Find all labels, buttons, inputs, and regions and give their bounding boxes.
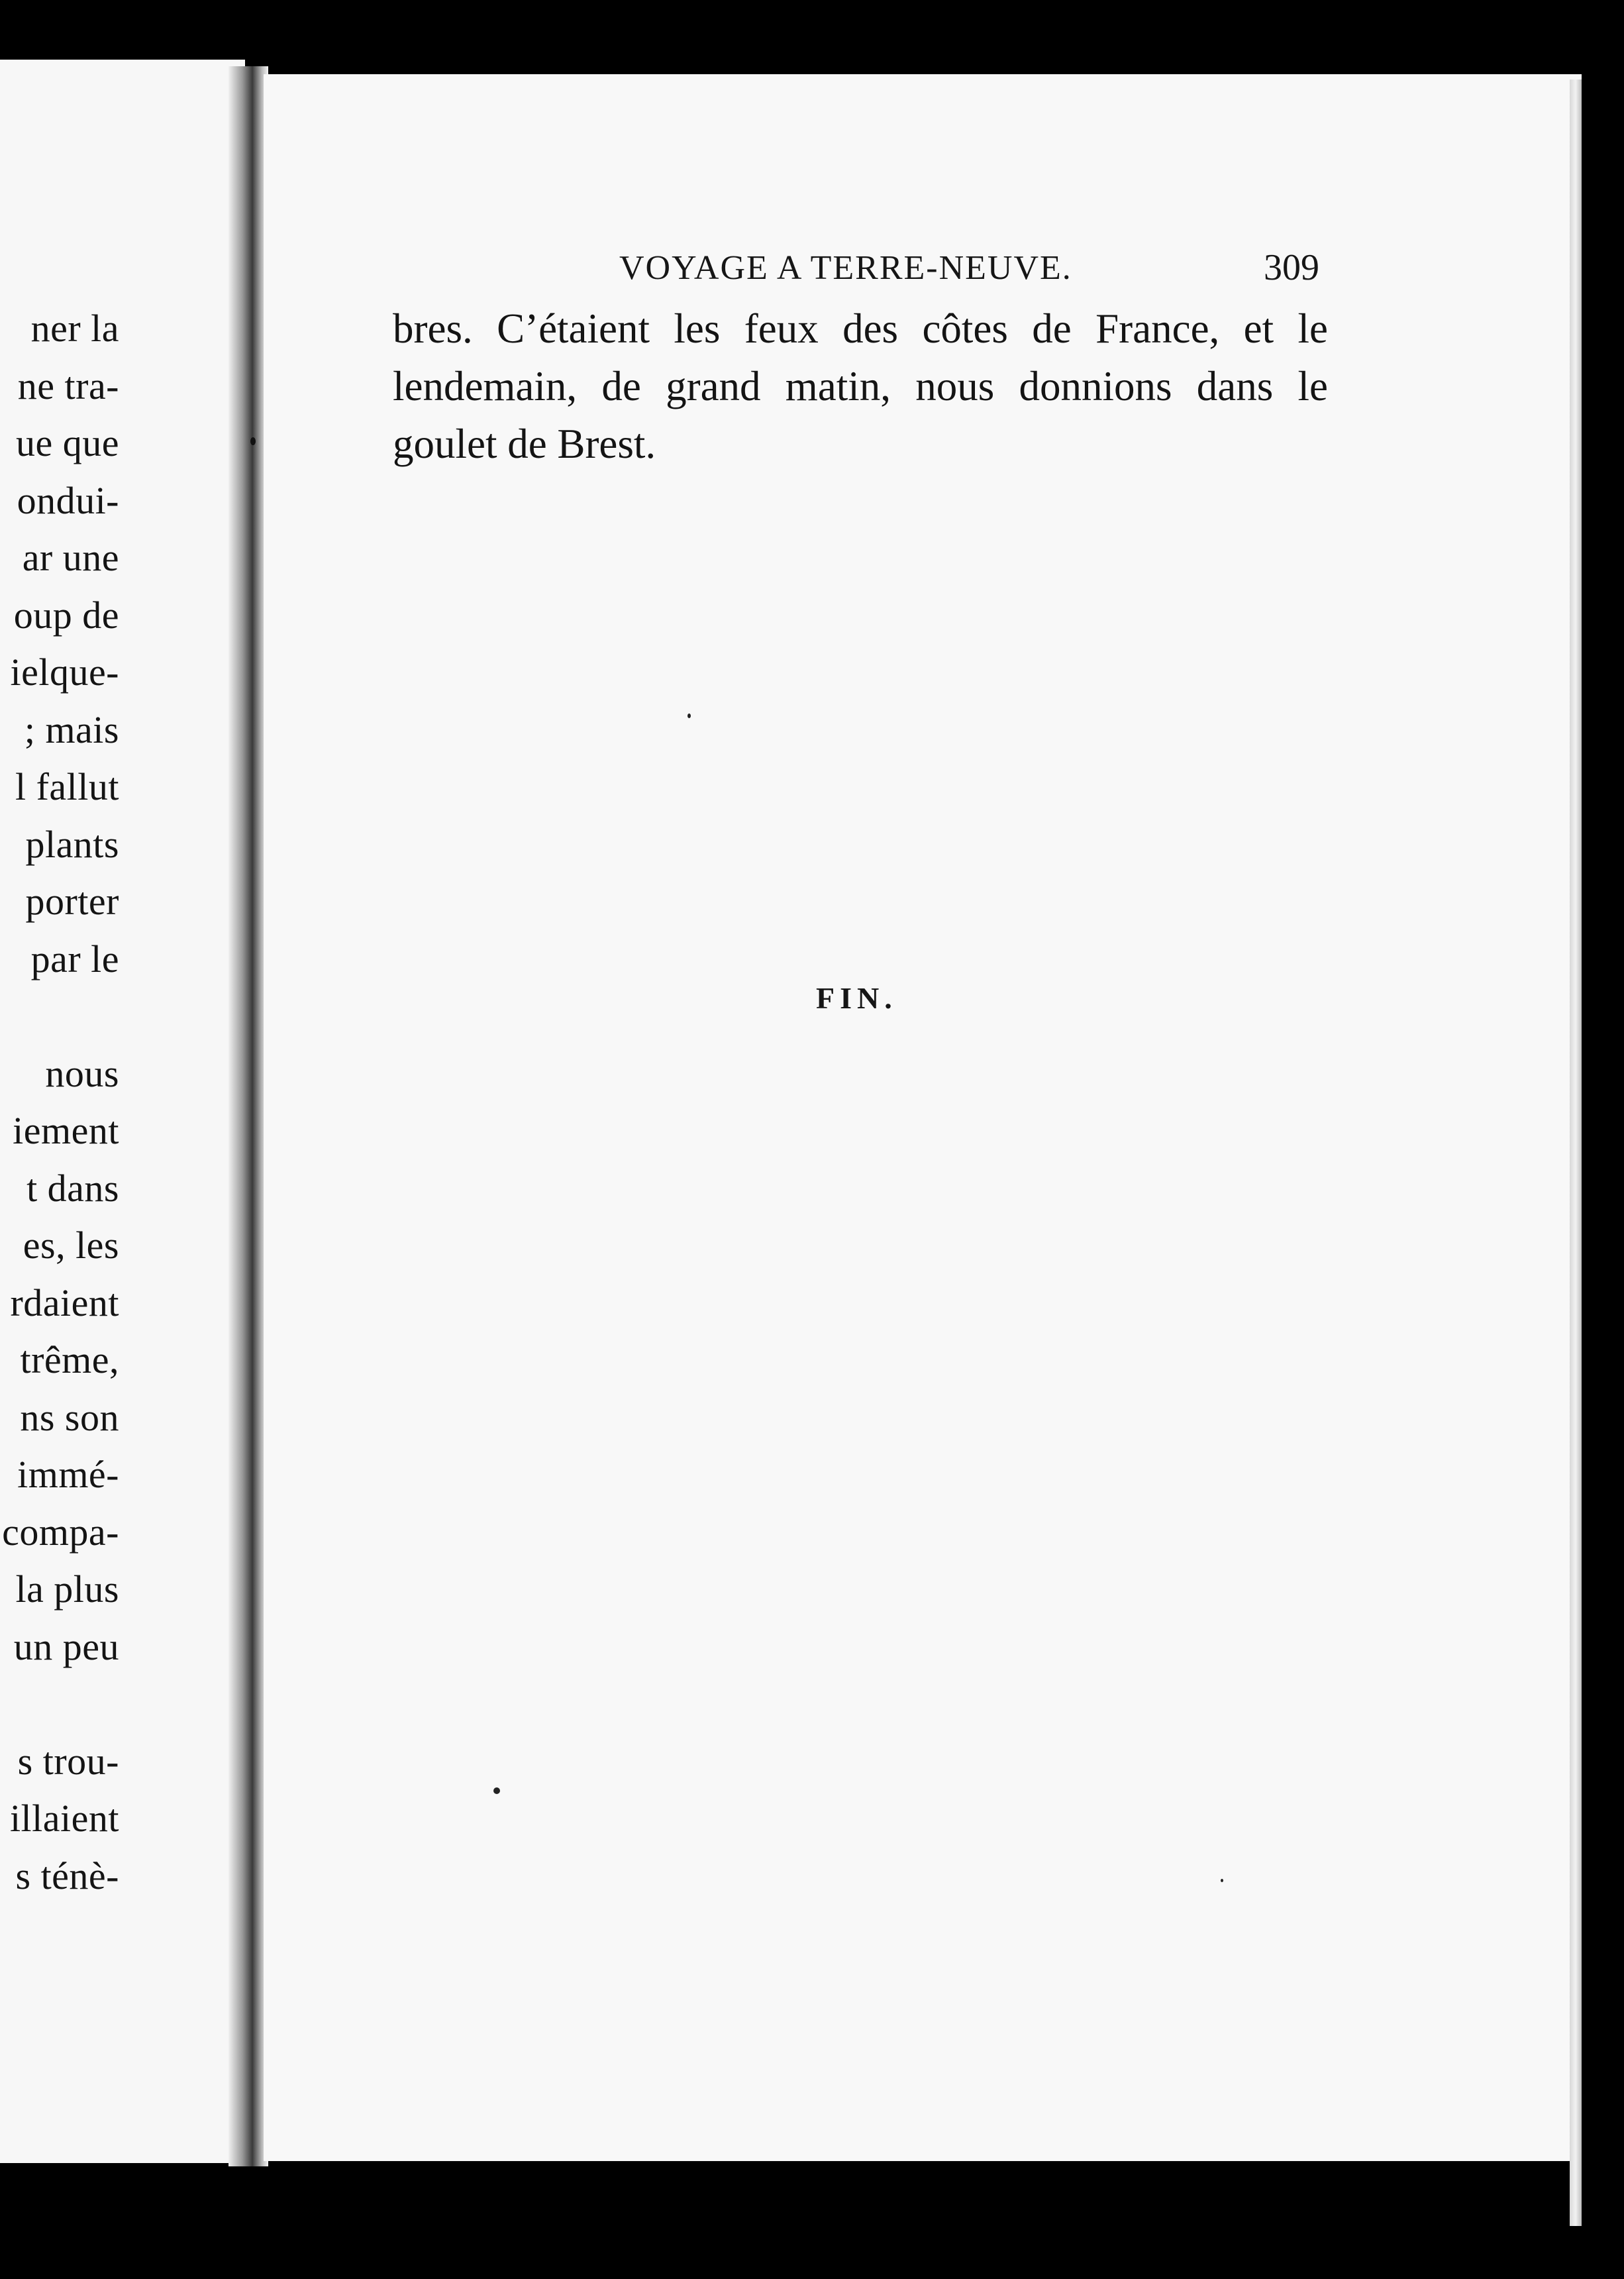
left-page-line: ue que [16, 421, 119, 464]
left-page-line: immé- [17, 1453, 119, 1496]
end-mark: FIN. [816, 981, 897, 1015]
left-page-line: es, les [23, 1224, 119, 1267]
ink-speck [687, 714, 691, 718]
left-page-line: par le [30, 937, 119, 980]
body-line: goulet de Brest. [393, 421, 656, 467]
left-page-line: trême, [20, 1338, 119, 1381]
page-edge [1570, 80, 1582, 2226]
page-number: 309 [1264, 247, 1319, 288]
left-page-line: ar une [22, 536, 119, 579]
left-page-line: ielque- [10, 651, 119, 694]
left-page-line: iement [13, 1109, 119, 1152]
ink-speck [1221, 1879, 1223, 1882]
left-page-line: compa- [2, 1510, 119, 1554]
book-gutter [228, 66, 268, 2166]
left-page-line: ns son [20, 1396, 119, 1439]
left-page-line: ondui- [17, 479, 119, 522]
left-page-line: illaient [9, 1797, 119, 1840]
left-page-line: t dans [26, 1167, 119, 1210]
ink-speck [250, 437, 256, 445]
left-page-line: s trou- [17, 1740, 119, 1783]
left-page-line: l fallut [15, 765, 119, 808]
body-line: lendemain, de grand matin, nous donnions dans le [393, 363, 1328, 409]
left-page-line: plants [25, 823, 119, 866]
left-page [0, 60, 245, 2163]
left-page-line: la plus [15, 1567, 119, 1611]
running-head: VOYAGE A TERRE-NEUVE. [619, 249, 1072, 287]
left-page-line: un peu [13, 1625, 119, 1668]
left-page-line: s ténè- [15, 1854, 119, 1897]
body-line: bres. C’étaient les feux des côtes de France, et le [393, 305, 1328, 352]
ink-speck [493, 1787, 500, 1794]
left-page-line: oup de [13, 594, 119, 637]
left-page-line: ; mais [24, 708, 119, 751]
left-page-line: nous [45, 1052, 119, 1095]
left-page-line: porter [25, 880, 119, 923]
left-page-line: ner la [30, 307, 119, 350]
left-page-line: rdaient [10, 1281, 119, 1324]
left-page-line: ne tra- [17, 364, 119, 407]
